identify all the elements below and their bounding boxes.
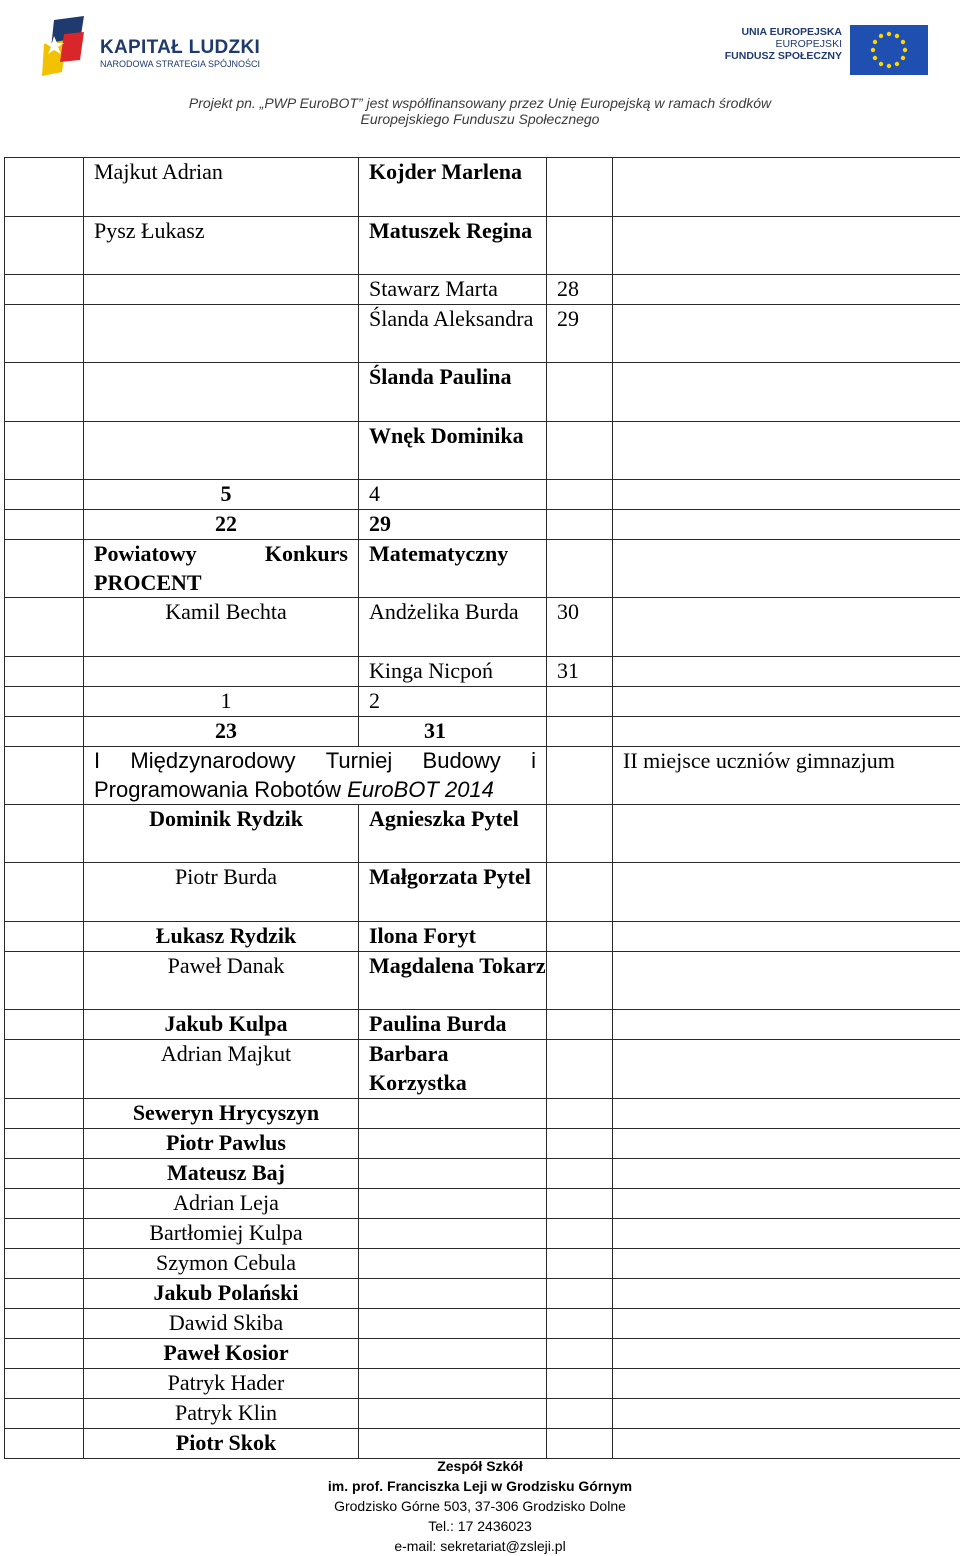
table-row (5, 1399, 960, 1429)
table-text: EuroBOT 2014 (347, 777, 494, 802)
table-row (5, 540, 960, 598)
table-row (5, 952, 960, 1010)
eu-line3: FUNDUSZ SPOŁECZNY (725, 50, 842, 62)
table-row (5, 1099, 960, 1129)
project-line-1: Projekt pn. „PWP EuroBOT” jest współfinansowany przez Unię Europejską w ramach środków (0, 95, 960, 111)
kl-subtitle: NARODOWA STRATEGIA SPÓJNOŚCI (100, 59, 260, 69)
table-cell: Pysz Łukasz (84, 217, 359, 275)
table-row (5, 1369, 960, 1399)
table-cell: Stawarz Marta (359, 275, 547, 305)
table-cell: II miejsce uczniów gimnazjum (613, 747, 960, 805)
table-cell: Ślanda Aleksandra (359, 305, 547, 363)
table-text: i (531, 747, 536, 776)
table-text: PROCENT (94, 569, 358, 598)
table-row (5, 1159, 960, 1189)
results-table (4, 157, 960, 1459)
table-cell: 4 (359, 480, 547, 510)
project-line-2: Europejskiego Funduszu Społecznego (0, 111, 960, 127)
table-cell: Ilona Foryt (359, 922, 547, 952)
table-cell: Adrian Leja (84, 1189, 359, 1219)
table-text: Budowy (423, 747, 501, 776)
table-cell: 5 (84, 480, 359, 510)
eu-line1: UNIA EUROPEJSKA (725, 26, 842, 38)
table-cell: Agnieszka Pytel (359, 805, 547, 863)
page-header (0, 0, 960, 140)
table-cell: Patryk Hader (84, 1369, 359, 1399)
table-row (5, 805, 960, 863)
eu-text (725, 26, 842, 62)
table-row (5, 687, 960, 717)
table-cell: Piotr Pawlus (84, 1129, 359, 1159)
table-row (5, 1219, 960, 1249)
footer-line: Grodzisko Górne 503, 37-306 Grodzisko Dolne (0, 1496, 960, 1516)
table-cell: 29 (359, 510, 547, 540)
table-cell: Paweł Danak (84, 952, 359, 1010)
table-row (5, 1189, 960, 1219)
table-cell: Matuszek Regina (359, 217, 547, 275)
table-cell: Kinga Nicpoń (359, 657, 547, 687)
eu-line2: EUROPEJSKI (725, 38, 842, 50)
page-footer (0, 1456, 960, 1556)
table-row (5, 510, 960, 540)
table-cell: Mateusz Baj (84, 1159, 359, 1189)
table-cell: 31 (359, 717, 547, 747)
footer-line: im. prof. Franciszka Leji w Grodzisku Górnym (0, 1476, 960, 1496)
table-cell (84, 747, 547, 805)
footer-line: Zespół Szkół (0, 1456, 960, 1476)
table-cell: Paulina Burda (359, 1010, 547, 1040)
table-cell: Dawid Skiba (84, 1309, 359, 1339)
table-text: Powiatowy (94, 540, 197, 569)
table-row (5, 922, 960, 952)
table-row (5, 275, 960, 305)
kl-title: KAPITAŁ LUDZKI (100, 37, 260, 59)
table-cell: Jakub Kulpa (84, 1010, 359, 1040)
table-row (5, 1279, 960, 1309)
table-cell: Barbara Korzystka (359, 1040, 547, 1099)
table-row (5, 657, 960, 687)
table-cell: Kojder Marlena (359, 158, 547, 217)
table-cell: 1 (84, 687, 359, 717)
table-cell: Łukasz Rydzik (84, 922, 359, 952)
table-cell: Ślanda Paulina (359, 363, 547, 422)
table-row (5, 158, 960, 217)
table-cell: 28 (547, 275, 613, 305)
table-text: Konkurs (265, 540, 348, 569)
table-text: Turniej (326, 747, 392, 776)
table-text: Międzynarodowy (130, 747, 295, 776)
table-cell: Wnęk Dominika (359, 422, 547, 480)
table-row (5, 1339, 960, 1369)
table-row (5, 1010, 960, 1040)
table-text: Programowania Robotów (94, 777, 341, 802)
table-cell: Patryk Klin (84, 1399, 359, 1429)
table-cell: Bartłomiej Kulpa (84, 1219, 359, 1249)
table-cell: Jakub Polański (84, 1279, 359, 1309)
table-cell: Małgorzata Pytel (359, 863, 547, 922)
table-cell (84, 540, 359, 598)
table-cell: 29 (547, 305, 613, 363)
table-cell: 30 (547, 598, 613, 657)
table-cell: Dominik Rydzik (84, 805, 359, 863)
table-row (5, 1249, 960, 1279)
table-cell: Adrian Majkut (84, 1040, 359, 1099)
table-row (5, 1040, 960, 1099)
table-row (5, 1309, 960, 1339)
table-row (5, 363, 960, 422)
table-row (5, 863, 960, 922)
table-cell: 31 (547, 657, 613, 687)
table-cell: Piotr Skok (84, 1429, 359, 1459)
table-text: I (94, 747, 100, 776)
table-cell: Paweł Kosior (84, 1339, 359, 1369)
table-cell: Kamil Bechta (84, 598, 359, 657)
table-row (5, 1129, 960, 1159)
table-cell: Seweryn Hrycyszyn (84, 1099, 359, 1129)
table-cell: 22 (84, 510, 359, 540)
table-row (5, 717, 960, 747)
table-cell: Majkut Adrian (84, 158, 359, 217)
table-cell: Piotr Burda (84, 863, 359, 922)
table-cell: Szymon Cebula (84, 1249, 359, 1279)
table-row (5, 747, 960, 805)
eu-flag-icon (850, 25, 928, 75)
table-cell: 2 (359, 687, 547, 717)
table-cell: Matematyczny (359, 540, 547, 598)
table-row (5, 480, 960, 510)
table-row (5, 217, 960, 275)
footer-line: Tel.: 17 2436023 (0, 1516, 960, 1536)
table-row (5, 422, 960, 480)
footer-line: e-mail: sekretariat@zsleji.pl (0, 1536, 960, 1556)
table-row (5, 598, 960, 657)
table-row (5, 305, 960, 363)
table-cell: Magdalena Tokarz (359, 952, 547, 1010)
table-row (5, 1429, 960, 1459)
table-cell: 23 (84, 717, 359, 747)
table-cell: Andżelika Burda (359, 598, 547, 657)
